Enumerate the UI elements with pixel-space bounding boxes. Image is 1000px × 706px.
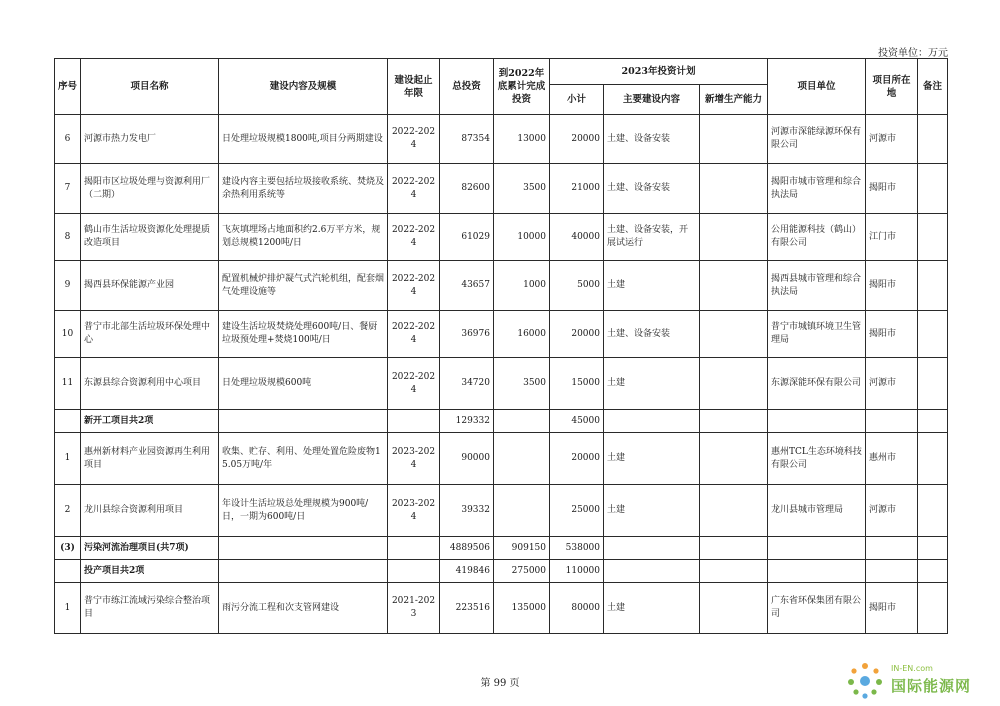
- group-unit: [768, 410, 866, 433]
- row-remark: [918, 358, 948, 410]
- row-project-name: 揭阳市区垃圾处理与资源利用厂（二期）: [81, 164, 219, 214]
- row-period: 2022-2024: [388, 358, 440, 410]
- group-new-capacity: [700, 410, 768, 433]
- row-content: 飞灰填埋场占地面积约2.6万平方米，规划总规模1200吨/日: [219, 214, 388, 261]
- row-completed: [494, 485, 550, 537]
- row-completed: 13000: [494, 115, 550, 164]
- group-period: [388, 410, 440, 433]
- group-new-capacity: [700, 560, 768, 583]
- row-period: 2022-2024: [388, 261, 440, 311]
- row-project-name: 东源县综合资源利用中心项目: [81, 358, 219, 410]
- group-remark: [918, 410, 948, 433]
- row-main-content: 土建: [604, 485, 700, 537]
- group-unit: [768, 537, 866, 560]
- row-completed: 10000: [494, 214, 550, 261]
- row-main-content: 土建: [604, 261, 700, 311]
- row-main-content: 土建: [604, 433, 700, 485]
- group-total: 129332: [440, 410, 494, 433]
- row-remark: [918, 485, 948, 537]
- row-location: 河源市: [866, 115, 918, 164]
- row-subtotal: 40000: [550, 214, 604, 261]
- row-total: 43657: [440, 261, 494, 311]
- row-subtotal: 21000: [550, 164, 604, 214]
- table-row: [55, 485, 948, 537]
- table-row: [55, 214, 948, 261]
- row-seq: 1: [55, 583, 81, 634]
- row-new-capacity: [700, 115, 768, 164]
- row-main-content: 土建、设备安装，开展试运行: [604, 214, 700, 261]
- row-remark: [918, 214, 948, 261]
- group-unit: [768, 560, 866, 583]
- group-total: 419846: [440, 560, 494, 583]
- row-subtotal: 80000: [550, 583, 604, 634]
- table-row: [55, 261, 948, 311]
- row-completed: 16000: [494, 311, 550, 358]
- group-seq: [55, 410, 81, 433]
- row-period: 2022-2024: [388, 115, 440, 164]
- group-remark: [918, 560, 948, 583]
- row-project-name: 普宁市练江流域污染综合整治项目: [81, 583, 219, 634]
- row-seq: 8: [55, 214, 81, 261]
- header-total: 总投资: [440, 59, 494, 115]
- header-project-name: 项目名称: [81, 59, 219, 115]
- row-remark: [918, 433, 948, 485]
- group-main-content: [604, 537, 700, 560]
- group-seq: [55, 560, 81, 583]
- row-location: 河源市: [866, 358, 918, 410]
- group-row: [55, 537, 948, 560]
- row-unit: 龙川县城市管理局: [768, 485, 866, 537]
- row-content: 建设生活垃圾焚烧处理600吨/日、餐厨垃圾预处理+焚烧100吨/日: [219, 311, 388, 358]
- row-subtotal: 25000: [550, 485, 604, 537]
- row-main-content: 土建: [604, 583, 700, 634]
- row-location: 揭阳市: [866, 261, 918, 311]
- row-project-name: 揭西县环保能源产业园: [81, 261, 219, 311]
- row-subtotal: 15000: [550, 358, 604, 410]
- group-row: [55, 560, 948, 583]
- header-2023-plan: 2023年投资计划: [550, 59, 768, 85]
- row-seq: 1: [55, 433, 81, 485]
- investment-plan-table: [54, 58, 948, 634]
- group-completed: 909150: [494, 537, 550, 560]
- group-completed: [494, 410, 550, 433]
- group-label: 污染河流治理项目(共7项): [81, 537, 219, 560]
- row-total: 223516: [440, 583, 494, 634]
- row-completed: 3500: [494, 358, 550, 410]
- group-location: [866, 410, 918, 433]
- header-period: 建设起止年限: [388, 59, 440, 115]
- row-main-content: 土建、设备安装: [604, 311, 700, 358]
- row-content: 年设计生活垃圾总处理规模为900吨/日，一期为600吨/日: [219, 485, 388, 537]
- row-remark: [918, 115, 948, 164]
- table-row: [55, 115, 948, 164]
- row-location: 江门市: [866, 214, 918, 261]
- row-unit: 河源市深能绿源环保有限公司: [768, 115, 866, 164]
- page-number: 第 99 页: [480, 678, 520, 689]
- table-row: [55, 433, 948, 485]
- row-content: 建设内容主要包括垃圾接收系统、焚烧及余热利用系统等: [219, 164, 388, 214]
- row-location: 揭阳市: [866, 583, 918, 634]
- group-completed: 275000: [494, 560, 550, 583]
- row-total: 82600: [440, 164, 494, 214]
- row-subtotal: 20000: [550, 433, 604, 485]
- row-remark: [918, 583, 948, 634]
- row-unit: 揭阳市城市管理和综合执法局: [768, 164, 866, 214]
- group-period: [388, 537, 440, 560]
- row-period: 2022-2024: [388, 164, 440, 214]
- header-seq: 序号: [55, 59, 81, 115]
- header-main-content: 主要建设内容: [604, 85, 700, 115]
- row-new-capacity: [700, 433, 768, 485]
- group-label: 投产项目共2项: [81, 560, 219, 583]
- row-unit: 普宁市城镇环境卫生管理局: [768, 311, 866, 358]
- row-remark: [918, 311, 948, 358]
- row-seq: 2: [55, 485, 81, 537]
- row-new-capacity: [700, 214, 768, 261]
- group-subtotal: 538000: [550, 537, 604, 560]
- watermark-logo: [845, 655, 995, 700]
- group-main-content: [604, 410, 700, 433]
- row-completed: [494, 433, 550, 485]
- table-header: [55, 59, 948, 115]
- row-seq: 6: [55, 115, 81, 164]
- header-content: 建设内容及规模: [219, 59, 388, 115]
- group-main-content: [604, 560, 700, 583]
- row-new-capacity: [700, 358, 768, 410]
- row-content: 雨污分流工程和次支管网建设: [219, 583, 388, 634]
- header-subtotal: 小计: [550, 85, 604, 115]
- row-period: 2023-2024: [388, 485, 440, 537]
- group-location: [866, 560, 918, 583]
- row-completed: 1000: [494, 261, 550, 311]
- group-row: [55, 410, 948, 433]
- watermark-title: 国际能源网: [891, 677, 972, 695]
- row-main-content: 土建、设备安装: [604, 115, 700, 164]
- row-remark: [918, 164, 948, 214]
- table-row: [55, 311, 948, 358]
- group-content: [219, 410, 388, 433]
- row-content: 日处理垃圾规模1800吨,项目分两期建设: [219, 115, 388, 164]
- row-seq: 10: [55, 311, 81, 358]
- row-location: 惠州市: [866, 433, 918, 485]
- row-subtotal: 5000: [550, 261, 604, 311]
- row-new-capacity: [700, 311, 768, 358]
- group-seq: (3): [55, 537, 81, 560]
- row-unit: 东源深能环保有限公司: [768, 358, 866, 410]
- row-subtotal: 20000: [550, 311, 604, 358]
- row-main-content: 土建、设备安装: [604, 164, 700, 214]
- group-remark: [918, 537, 948, 560]
- row-total: 36976: [440, 311, 494, 358]
- row-main-content: 土建: [604, 358, 700, 410]
- group-new-capacity: [700, 537, 768, 560]
- group-total: 4889506: [440, 537, 494, 560]
- group-content: [219, 560, 388, 583]
- row-seq: 11: [55, 358, 81, 410]
- row-completed: 3500: [494, 164, 550, 214]
- row-content: 配置机械炉排炉凝气式汽轮机组，配套烟气处理设施等: [219, 261, 388, 311]
- sunburst-icon: [845, 661, 885, 699]
- row-project-name: 惠州新材料产业园资源再生利用项目: [81, 433, 219, 485]
- row-unit: 惠州TCL生态环境科技有限公司: [768, 433, 866, 485]
- row-new-capacity: [700, 583, 768, 634]
- group-subtotal: 45000: [550, 410, 604, 433]
- row-content: 日处理垃圾规模600吨: [219, 358, 388, 410]
- header-remark: 备注: [918, 59, 948, 115]
- row-location: 揭阳市: [866, 311, 918, 358]
- row-seq: 7: [55, 164, 81, 214]
- group-content: [219, 537, 388, 560]
- group-period: [388, 560, 440, 583]
- group-label: 新开工项目共2项: [81, 410, 219, 433]
- row-new-capacity: [700, 261, 768, 311]
- row-unit: 公用能源科技（鹤山）有限公司: [768, 214, 866, 261]
- row-completed: 135000: [494, 583, 550, 634]
- row-project-name: 鹤山市生活垃圾资源化处理提质改造项目: [81, 214, 219, 261]
- header-unit: 项目单位: [768, 59, 866, 115]
- table-row: [55, 164, 948, 214]
- table-body: [55, 115, 948, 634]
- row-content: 收集、贮存、利用、处理处置危险废物15.05万吨/年: [219, 433, 388, 485]
- row-period: 2022-2024: [388, 214, 440, 261]
- row-unit: 揭西县城市管理和综合执法局: [768, 261, 866, 311]
- row-period: 2022-2024: [388, 311, 440, 358]
- row-location: 河源市: [866, 485, 918, 537]
- header-location: 项目所在地: [866, 59, 918, 115]
- row-project-name: 普宁市北部生活垃圾环保处理中心: [81, 311, 219, 358]
- row-total: 61029: [440, 214, 494, 261]
- row-new-capacity: [700, 485, 768, 537]
- group-location: [866, 537, 918, 560]
- row-period: 2021-2023: [388, 583, 440, 634]
- row-total: 87354: [440, 115, 494, 164]
- row-subtotal: 20000: [550, 115, 604, 164]
- header-new-capacity: 新增生产能力: [700, 85, 768, 115]
- table-row: [55, 583, 948, 634]
- row-total: 34720: [440, 358, 494, 410]
- row-seq: 9: [55, 261, 81, 311]
- header-completed: 到2022年底累计完成投资: [494, 59, 550, 115]
- row-period: 2023-2024: [388, 433, 440, 485]
- row-location: 揭阳市: [866, 164, 918, 214]
- watermark-domain: IN-EN.com: [891, 664, 933, 673]
- row-total: 39332: [440, 485, 494, 537]
- row-unit: 广东省环保集团有限公司: [768, 583, 866, 634]
- row-project-name: 河源市热力发电厂: [81, 115, 219, 164]
- group-subtotal: 110000: [550, 560, 604, 583]
- row-new-capacity: [700, 164, 768, 214]
- row-remark: [918, 261, 948, 311]
- investment-unit-label: 投资单位：万元: [878, 48, 948, 59]
- row-project-name: 龙川县综合资源利用项目: [81, 485, 219, 537]
- table-row: [55, 358, 948, 410]
- row-total: 90000: [440, 433, 494, 485]
